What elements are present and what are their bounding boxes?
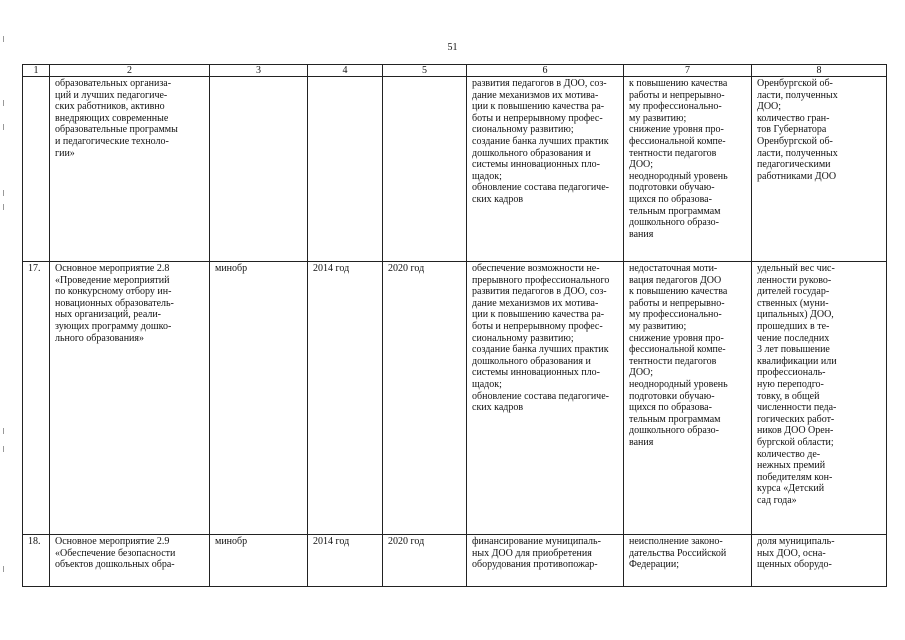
expected-result-cell: финансирование муниципаль- ных ДОО для приобретения оборудования противопожар- <box>467 535 624 587</box>
margin-mark <box>3 124 4 130</box>
consequences-cell: недостаточная моти- вация педагогов ДОО к повышению качества работы и непрерывно- му профессионально- му развитию; снижение уровня про- фессиональной компе- тентности педагогов ДОО; неоднородный уровень подготовки обучаю- щихся по образова- тельным программам дошкольного образо- вания <box>624 262 752 535</box>
table-row <box>23 77 887 262</box>
column-number: 7 <box>624 65 752 77</box>
indicator-cell: удельный вес чис- ленности руково- дителей государ- ственных (муни- ципальных) ДОО, прошедших в те- чение последних 3 лет повышение квалификации или профессиональ- ную переподго- товку, в общей численности педа- гогических работ- ников ДОО Орен- бургской области; количество де- нежных премий победителям кон- курса «Детский сад года» <box>752 262 887 535</box>
expected-result-cell: развития педагогов в ДОО, соз- дание механизмов их мотива- ции к повышению качества ра- боты и непрерывному профес- сиональному развитию; создание банка лучших практик дошкольного образования и системы инновационных пло- щадок; обновление состава педагогиче- ских кадров <box>467 77 624 262</box>
table-row <box>23 262 887 535</box>
column-number: 4 <box>308 65 383 77</box>
event-name-cell: Основное мероприятие 2.9 «Обеспечение безопасности объектов дошкольных обра- <box>50 535 210 587</box>
start-year-cell <box>308 77 383 262</box>
start-year-cell: 2014 год <box>308 262 383 535</box>
row-number-cell: 17. <box>23 262 50 535</box>
end-year-cell <box>383 77 467 262</box>
margin-mark <box>3 566 4 572</box>
end-year-cell: 2020 год <box>383 262 467 535</box>
margin-mark <box>3 204 4 210</box>
indicator-cell: доля муниципаль- ных ДОО, осна- щенных оборудо- <box>752 535 887 587</box>
column-number: 5 <box>383 65 467 77</box>
executor-cell: минобр <box>210 262 308 535</box>
event-name-cell: Основное мероприятие 2.8 «Проведение мероприятий по конкурсному отбору ин- новационных образователь- ных организаций, реали- зующих программу дошко- льного образования» <box>50 262 210 535</box>
start-year-cell: 2014 год <box>308 535 383 587</box>
column-number-row <box>23 65 887 77</box>
table-row <box>23 535 887 587</box>
expected-result-cell: обеспечение возможности не- прерывного профессионального развития педагогов в ДОО, соз- дание механизмов их мотива- ции к повышению качества ра- боты и непрерывному профес- сиональному развитию; создание банка лучших практик дошкольного образования и системы инновационных пло- щадок; обновление состава педагогиче- ских кадров <box>467 262 624 535</box>
margin-mark <box>3 428 4 434</box>
row-number-cell <box>23 77 50 262</box>
margin-mark <box>3 36 4 42</box>
page-number: 51 <box>447 42 458 53</box>
column-number: 8 <box>752 65 887 77</box>
program-measures-table <box>22 64 887 587</box>
column-number: 6 <box>467 65 624 77</box>
end-year-cell: 2020 год <box>383 535 467 587</box>
consequences-cell: к повышению качества работы и непрерывно- му профессионально- му развитию; снижение уровня про- фессиональной компе- тентности педагогов ДОО; неоднородный уровень подготовки обучаю- щихся по образова- тельным программам дошкольного образо- вания <box>624 77 752 262</box>
row-number-cell: 18. <box>23 535 50 587</box>
indicator-cell: Оренбургской об- ласти, полученных ДОО; количество гран- тов Губернатора Оренбургской об- ласти, полученных педагогическими работниками ДОО <box>752 77 887 262</box>
executor-cell: минобр <box>210 535 308 587</box>
event-name-cell: образовательных организа- ций и лучших педагогиче- ских работников, активно внедряющих современные образовательные программы и педагогические техноло- гии» <box>50 77 210 262</box>
margin-mark <box>3 190 4 196</box>
column-number: 2 <box>50 65 210 77</box>
margin-mark <box>3 446 4 452</box>
column-number: 1 <box>23 65 50 77</box>
executor-cell <box>210 77 308 262</box>
margin-mark <box>3 100 4 106</box>
consequences-cell: неисполнение законо- дательства Российской Федерации; <box>624 535 752 587</box>
column-number: 3 <box>210 65 308 77</box>
